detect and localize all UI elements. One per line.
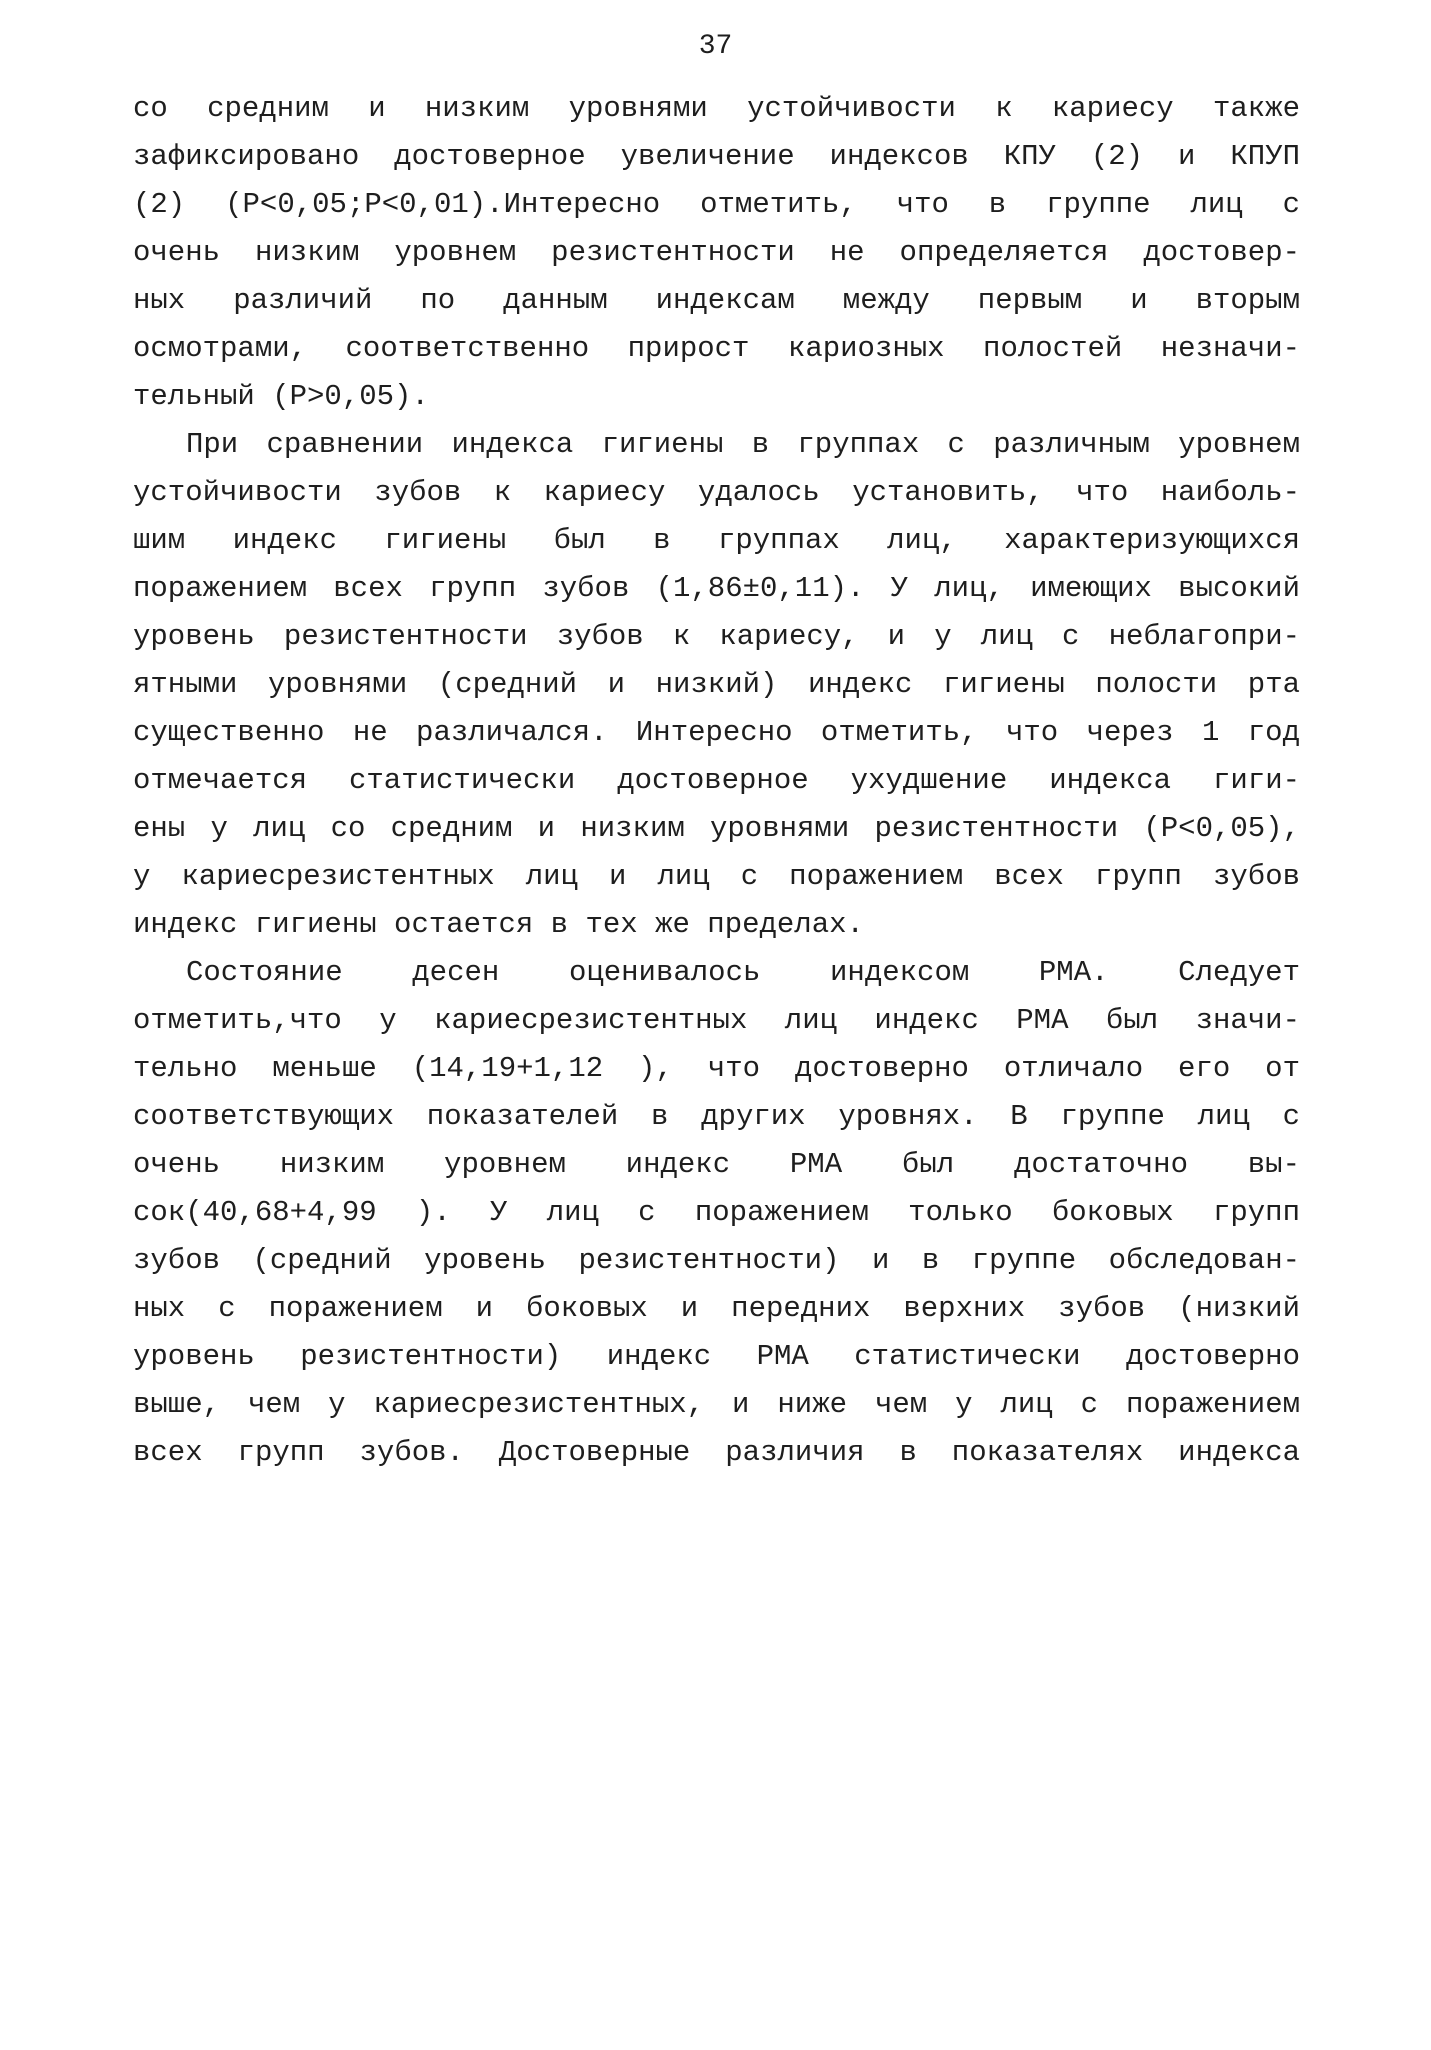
text-line: При сравнении индекса гигиены в группах с различным уровнем	[186, 428, 1300, 461]
text-line: отметить,что у кариесрезистентных лиц индекс РМА был значи-	[133, 1004, 1300, 1037]
page-number: 37	[698, 31, 733, 62]
text-line: уровень резистентности) индекс РМА статистически достоверно	[133, 1340, 1300, 1373]
text-line: сок(40,68+4,99 ). У лиц с поражением только боковых групп	[133, 1196, 1300, 1229]
text-line: тельный (Р>0,05).	[133, 380, 429, 413]
text-line: очень низким уровнем индекс РМА был достаточно вы-	[133, 1148, 1300, 1181]
text-line: шим индекс гигиены был в группах лиц, характеризующихся	[133, 524, 1300, 557]
text-line: у кариесрезистентных лиц и лиц с поражением всех групп зубов	[133, 860, 1300, 893]
text-line: уровень резистентности зубов к кариесу, и у лиц с неблагопри-	[133, 620, 1300, 653]
text-line: соответствующих показателей в других уровнях. В группе лиц с	[133, 1100, 1300, 1133]
text-line: отмечается статистически достоверное ухудшение индекса гиги-	[133, 764, 1300, 797]
text-line: (2) (Р<0,05;Р<0,01).Интересно отметить, что в группе лиц с	[133, 188, 1300, 221]
text-line: тельно меньше (14,19+1,12 ), что достоверно отличало его от	[133, 1052, 1300, 1085]
text-line: устойчивости зубов к кариесу удалось установить, что наиболь-	[133, 476, 1300, 509]
text-line: всех групп зубов. Достоверные различия в показателях индекса	[133, 1436, 1300, 1469]
text-line: зафиксировано достоверное увеличение индексов КПУ (2) и КПУП	[133, 140, 1300, 173]
text-line: существенно не различался. Интересно отметить, что через 1 год	[133, 716, 1300, 749]
text-line: ятными уровнями (средний и низкий) индекс гигиены полости рта	[133, 668, 1300, 701]
text-line: ены у лиц со средним и низким уровнями резистентности (Р<0,05),	[133, 812, 1300, 845]
text-line: выше, чем у кариесрезистентных, и ниже чем у лиц с поражением	[133, 1388, 1300, 1421]
text-line: индекс гигиены остается в тех же пределах.	[133, 908, 864, 941]
text-line: осмотрами, соответственно прирост кариозных полостей незначи-	[133, 332, 1300, 365]
text-line: ных различий по данным индексам между первым и вторым	[133, 284, 1300, 317]
text-line: ных с поражением и боковых и передних верхних зубов (низкий	[133, 1292, 1300, 1325]
text-line: поражением всех групп зубов (1,86±0,11). У лиц, имеющих высокий	[133, 572, 1300, 605]
text-line: со средним и низким уровнями устойчивости к кариесу также	[133, 92, 1300, 125]
text-line: Состояние десен оценивалось индексом РМА. Следует	[186, 956, 1300, 989]
text-line: очень низким уровнем резистентности не определяется достовер-	[133, 236, 1300, 269]
text-line: зубов (средний уровень резистентности) и в группе обследован-	[133, 1244, 1300, 1277]
